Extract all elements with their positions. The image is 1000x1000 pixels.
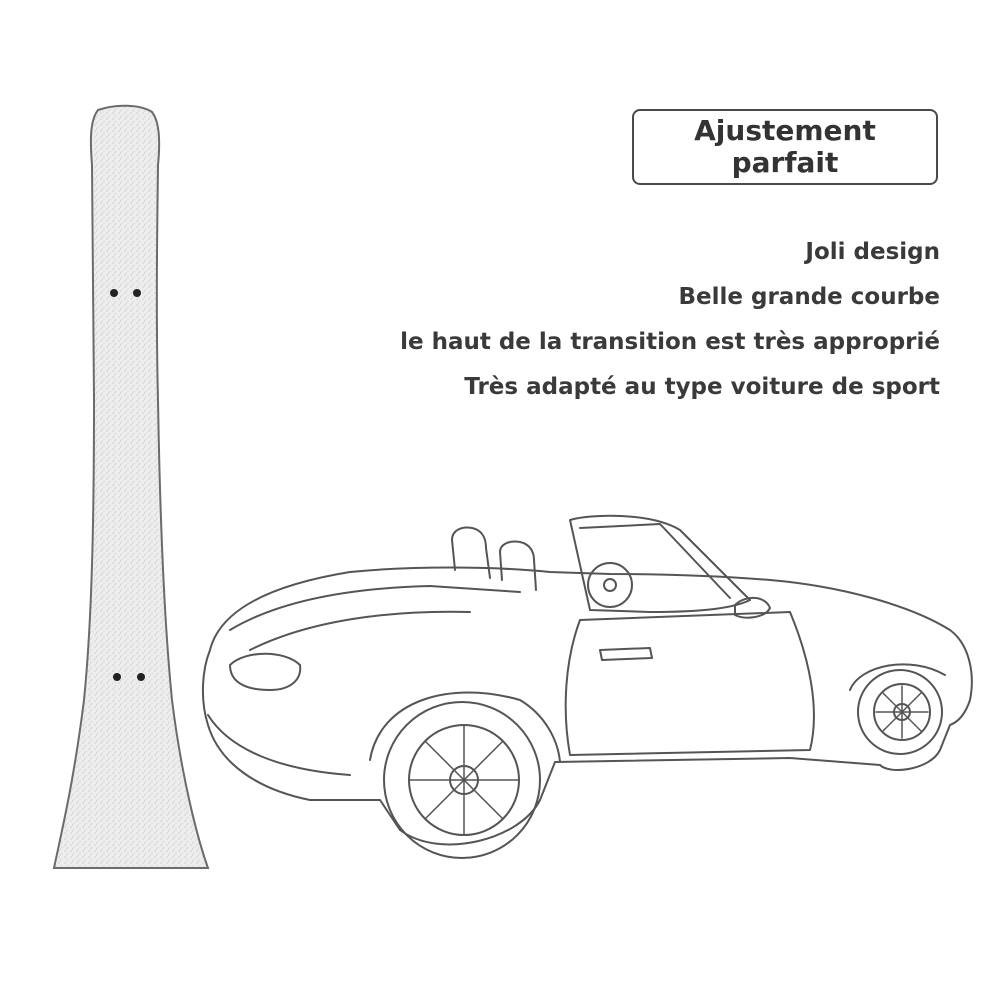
antenna-hole-bottom-left: [113, 673, 121, 681]
antenna-hole-bottom-right: [137, 673, 145, 681]
feature-item: Très adapté au type voiture de sport: [464, 374, 940, 400]
title-box: [632, 109, 938, 185]
seat-left: [452, 528, 490, 579]
seat-right: [500, 541, 536, 590]
tail-light: [230, 654, 300, 690]
feature-item: Belle grande courbe: [678, 284, 940, 310]
title-text: Ajustement parfait: [694, 114, 876, 179]
antenna-hole-top-left: [110, 289, 118, 297]
antenna-hole-top-right: [133, 289, 141, 297]
steering-wheel: [588, 563, 632, 607]
door: [566, 612, 814, 755]
feature-item: Joli design: [805, 239, 940, 265]
feature-list: [400, 230, 940, 410]
door-handle: [600, 648, 652, 660]
convertible-car-illustration: [190, 500, 980, 870]
car-body: [203, 568, 972, 845]
feature-item: le haut de la transition est très approprié: [400, 329, 940, 355]
windshield: [570, 516, 750, 612]
